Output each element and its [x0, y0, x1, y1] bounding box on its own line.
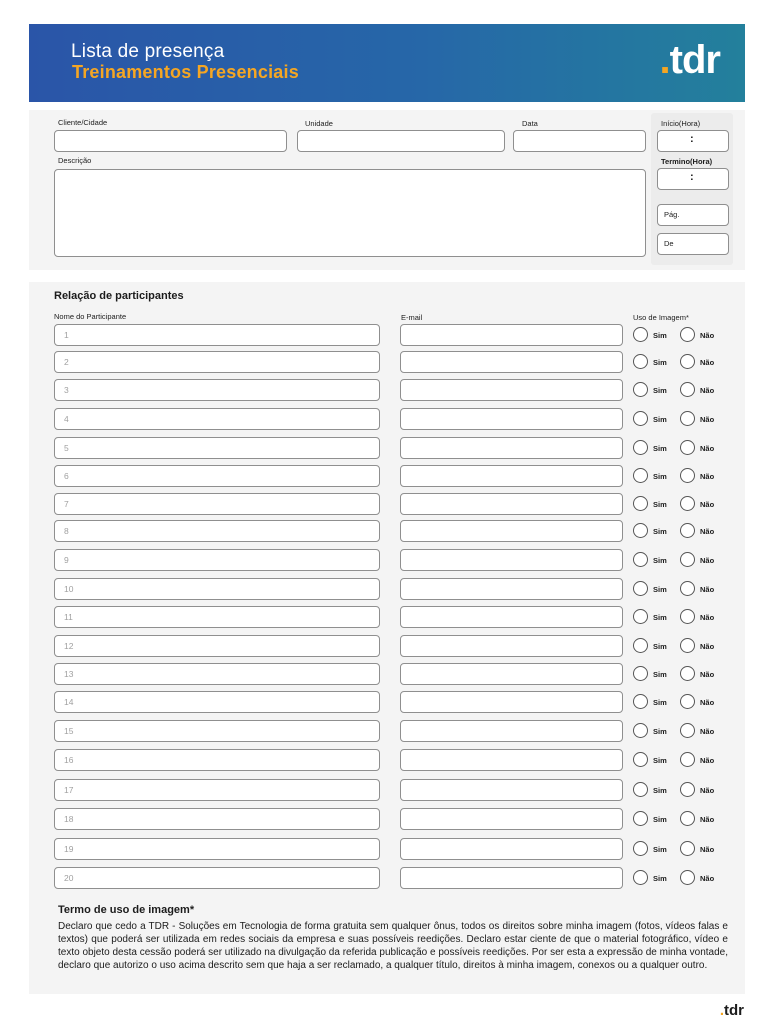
image-use-yes-radio[interactable]: [633, 411, 648, 426]
yes-label: Sim: [653, 845, 667, 854]
row-number: 11: [64, 612, 73, 622]
participant-name-field[interactable]: [54, 379, 380, 401]
name-column-header: Nome do Participante: [54, 312, 127, 321]
participant-email-field[interactable]: [400, 691, 623, 713]
row-number: 2: [64, 357, 69, 367]
row-number: 17: [64, 785, 74, 795]
participant-row: [0, 838, 768, 862]
of-label: De: [664, 239, 674, 248]
row-number: 19: [64, 844, 74, 854]
page-label: Pág.: [664, 210, 680, 219]
participant-row: [0, 808, 768, 832]
participant-row: [0, 578, 768, 602]
unit-field[interactable]: [297, 130, 505, 152]
no-label: Não: [700, 527, 715, 536]
image-use-no-radio[interactable]: [680, 666, 695, 681]
participant-row: [0, 379, 768, 403]
yes-label: Sim: [653, 815, 667, 824]
no-label: Não: [700, 874, 715, 883]
image-use-yes-radio[interactable]: [633, 581, 648, 596]
no-label: Não: [700, 331, 715, 340]
image-use-no-radio[interactable]: [680, 552, 695, 567]
image-use-no-radio[interactable]: [680, 841, 695, 856]
footer-logo: .tdr: [719, 1002, 744, 1019]
no-label: Não: [700, 613, 715, 622]
participant-name-field[interactable]: [54, 838, 380, 860]
yes-label: Sim: [653, 386, 667, 395]
participant-name-field[interactable]: [54, 720, 380, 742]
image-use-yes-radio[interactable]: [633, 468, 648, 483]
yes-label: Sim: [653, 500, 667, 509]
participants-title: Relação de participantes: [54, 290, 184, 302]
row-number: 20: [64, 873, 74, 883]
participant-email-field[interactable]: [400, 635, 623, 657]
row-number: 7: [64, 499, 69, 509]
participant-name-field[interactable]: [54, 351, 380, 373]
start-time-label: Início(Hora): [661, 119, 701, 128]
image-use-no-radio[interactable]: [680, 354, 695, 369]
row-number: 13: [64, 669, 74, 679]
date-label: Data: [522, 119, 538, 128]
participant-name-field[interactable]: [54, 408, 380, 430]
row-number: 6: [64, 471, 69, 481]
no-label: Não: [700, 556, 715, 565]
image-use-yes-radio[interactable]: [633, 354, 648, 369]
page-subtitle: Treinamentos Presenciais: [72, 62, 299, 82]
participant-email-field[interactable]: [400, 663, 623, 685]
client-city-label: Cliente/Cidade: [58, 118, 108, 127]
image-use-yes-radio[interactable]: [633, 496, 648, 511]
row-number: 18: [64, 814, 74, 824]
participant-row: [0, 779, 768, 803]
image-use-yes-radio[interactable]: [633, 870, 648, 885]
image-use-no-radio[interactable]: [680, 523, 695, 538]
no-label: Não: [700, 670, 715, 679]
participant-name-field[interactable]: [54, 437, 380, 459]
participant-name-field[interactable]: [54, 549, 380, 571]
participant-email-field[interactable]: [400, 437, 623, 459]
image-use-no-radio[interactable]: [680, 468, 695, 483]
participant-name-field[interactable]: [54, 578, 380, 600]
participant-email-field[interactable]: [400, 808, 623, 830]
participant-name-field[interactable]: [54, 663, 380, 685]
start-time-separator: :: [690, 133, 694, 145]
no-label: Não: [700, 756, 715, 765]
image-use-yes-radio[interactable]: [633, 638, 648, 653]
yes-label: Sim: [653, 472, 667, 481]
no-label: Não: [700, 815, 715, 824]
participant-email-field[interactable]: [400, 867, 623, 889]
terms-text: Declaro que cedo a TDR - Soluções em Tecnologia de forma gratuita sem qualquer ônus, todos os direitos sobre minha imagem (fotos, vídeos falas e textos) que poderá ser utilizada em redes sociais da empresa e suas possíveis reedições. Declaro estar ciente de que o material fotográfico, vídeo e texto objeto desta cessão poderá ser utilizado na divulgação da referida publicação e possíveis reedições. Por ser esta a expressão de minha vontade, declaro que autorizo o uso acima descrito sem que haja a ser reclamado, a qualquer título, direitos à minha imagem, conexos ou a qualquer outro.: [58, 921, 728, 971]
participant-row: [0, 351, 768, 375]
row-number: 12: [64, 641, 74, 651]
participant-row: [0, 663, 768, 687]
participant-row: [0, 408, 768, 432]
participant-name-field[interactable]: [54, 493, 380, 515]
no-label: Não: [700, 727, 715, 736]
row-number: 15: [64, 726, 74, 736]
yes-label: Sim: [653, 670, 667, 679]
yes-label: Sim: [653, 415, 667, 424]
of-field[interactable]: [657, 233, 729, 255]
image-use-no-radio[interactable]: [680, 581, 695, 596]
participant-row: [0, 493, 768, 517]
participant-name-field[interactable]: [54, 635, 380, 657]
image-use-no-radio[interactable]: [680, 382, 695, 397]
image-use-yes-radio[interactable]: [633, 723, 648, 738]
image-use-yes-radio[interactable]: [633, 694, 648, 709]
image-use-no-radio[interactable]: [680, 440, 695, 455]
image-use-yes-radio[interactable]: [633, 382, 648, 397]
no-label: Não: [700, 642, 715, 651]
yes-label: Sim: [653, 556, 667, 565]
participant-email-field[interactable]: [400, 838, 623, 860]
participant-row: [0, 465, 768, 489]
participant-name-field[interactable]: [54, 691, 380, 713]
end-time-label: Termino(Hora): [661, 157, 713, 166]
yes-label: Sim: [653, 727, 667, 736]
yes-label: Sim: [653, 642, 667, 651]
page-field[interactable]: [657, 204, 729, 226]
yes-label: Sim: [653, 756, 667, 765]
yes-label: Sim: [653, 613, 667, 622]
image-use-yes-radio[interactable]: [633, 609, 648, 624]
tdr-logo: .tdr: [659, 38, 720, 82]
participant-name-field[interactable]: [54, 779, 380, 801]
participant-row: [0, 606, 768, 630]
participant-name-field[interactable]: [54, 808, 380, 830]
image-use-no-radio[interactable]: [680, 638, 695, 653]
end-time-separator: :: [690, 171, 694, 183]
yes-label: Sim: [653, 874, 667, 883]
image-use-no-radio[interactable]: [680, 694, 695, 709]
yes-label: Sim: [653, 358, 667, 367]
participant-email-field[interactable]: [400, 779, 623, 801]
participant-row: [0, 324, 768, 348]
yes-label: Sim: [653, 698, 667, 707]
image-use-no-radio[interactable]: [680, 609, 695, 624]
participant-email-field[interactable]: [400, 606, 623, 628]
participant-row: [0, 720, 768, 744]
row-number: 9: [64, 555, 69, 565]
row-number: 8: [64, 526, 69, 536]
participant-row: [0, 437, 768, 461]
yes-label: Sim: [653, 331, 667, 340]
participant-email-field[interactable]: [400, 493, 623, 515]
no-label: Não: [700, 444, 715, 453]
description-label: Descrição: [58, 156, 92, 165]
client-city-field[interactable]: [54, 130, 287, 152]
header-banner: [29, 24, 745, 102]
image-use-no-radio[interactable]: [680, 782, 695, 797]
no-label: Não: [700, 845, 715, 854]
no-label: Não: [700, 698, 715, 707]
participant-row: [0, 520, 768, 544]
page-title: Lista de presença: [71, 41, 225, 62]
participant-email-field[interactable]: [400, 465, 623, 487]
participant-email-field[interactable]: [400, 720, 623, 742]
image-use-yes-radio[interactable]: [633, 752, 648, 767]
image-use-no-radio[interactable]: [680, 752, 695, 767]
image-use-no-radio[interactable]: [680, 723, 695, 738]
no-label: Não: [700, 585, 715, 594]
unit-label: Unidade: [305, 119, 333, 128]
image-use-no-radio[interactable]: [680, 811, 695, 826]
participant-name-field[interactable]: [54, 465, 380, 487]
description-field[interactable]: [54, 169, 646, 257]
image-use-yes-radio[interactable]: [633, 523, 648, 538]
participant-name-field[interactable]: [54, 606, 380, 628]
row-number: 10: [64, 584, 74, 594]
yes-label: Sim: [653, 444, 667, 453]
no-label: Não: [700, 472, 715, 481]
image-use-no-radio[interactable]: [680, 327, 695, 342]
image-use-yes-radio[interactable]: [633, 811, 648, 826]
participant-row: [0, 691, 768, 715]
terms-title: Termo de uso de imagem*: [58, 904, 195, 916]
participant-row: [0, 635, 768, 659]
image-use-yes-radio[interactable]: [633, 327, 648, 342]
image-use-yes-radio[interactable]: [633, 440, 648, 455]
participant-row: [0, 549, 768, 573]
email-column-header: E-mail: [401, 313, 423, 322]
no-label: Não: [700, 415, 715, 424]
no-label: Não: [700, 358, 715, 367]
no-label: Não: [700, 500, 715, 509]
no-label: Não: [700, 786, 715, 795]
participant-email-field[interactable]: [400, 408, 623, 430]
participant-name-field[interactable]: [54, 520, 380, 542]
image-use-yes-radio[interactable]: [633, 841, 648, 856]
date-field[interactable]: [513, 130, 646, 152]
row-number: 5: [64, 443, 69, 453]
participant-name-field[interactable]: [54, 867, 380, 889]
yes-label: Sim: [653, 527, 667, 536]
row-number: 4: [64, 414, 69, 424]
image-use-no-radio[interactable]: [680, 496, 695, 511]
participant-email-field[interactable]: [400, 749, 623, 771]
image-use-no-radio[interactable]: [680, 870, 695, 885]
row-number: 3: [64, 385, 69, 395]
participant-email-field[interactable]: [400, 520, 623, 542]
no-label: Não: [700, 386, 715, 395]
row-number: 14: [64, 697, 74, 707]
participant-row: [0, 867, 768, 891]
participant-email-field[interactable]: [400, 379, 623, 401]
participant-name-field[interactable]: [54, 749, 380, 771]
participant-email-field[interactable]: [400, 324, 623, 346]
image-use-yes-radio[interactable]: [633, 782, 648, 797]
participant-email-field[interactable]: [400, 578, 623, 600]
participant-name-field[interactable]: [54, 324, 380, 346]
image-use-column-header: Uso de Imagem*: [633, 313, 689, 322]
image-use-yes-radio[interactable]: [633, 666, 648, 681]
participant-row: [0, 749, 768, 773]
image-use-yes-radio[interactable]: [633, 552, 648, 567]
participant-email-field[interactable]: [400, 351, 623, 373]
row-number: 1: [64, 330, 69, 340]
participant-email-field[interactable]: [400, 549, 623, 571]
yes-label: Sim: [653, 585, 667, 594]
image-use-no-radio[interactable]: [680, 411, 695, 426]
yes-label: Sim: [653, 786, 667, 795]
row-number: 16: [64, 755, 74, 765]
